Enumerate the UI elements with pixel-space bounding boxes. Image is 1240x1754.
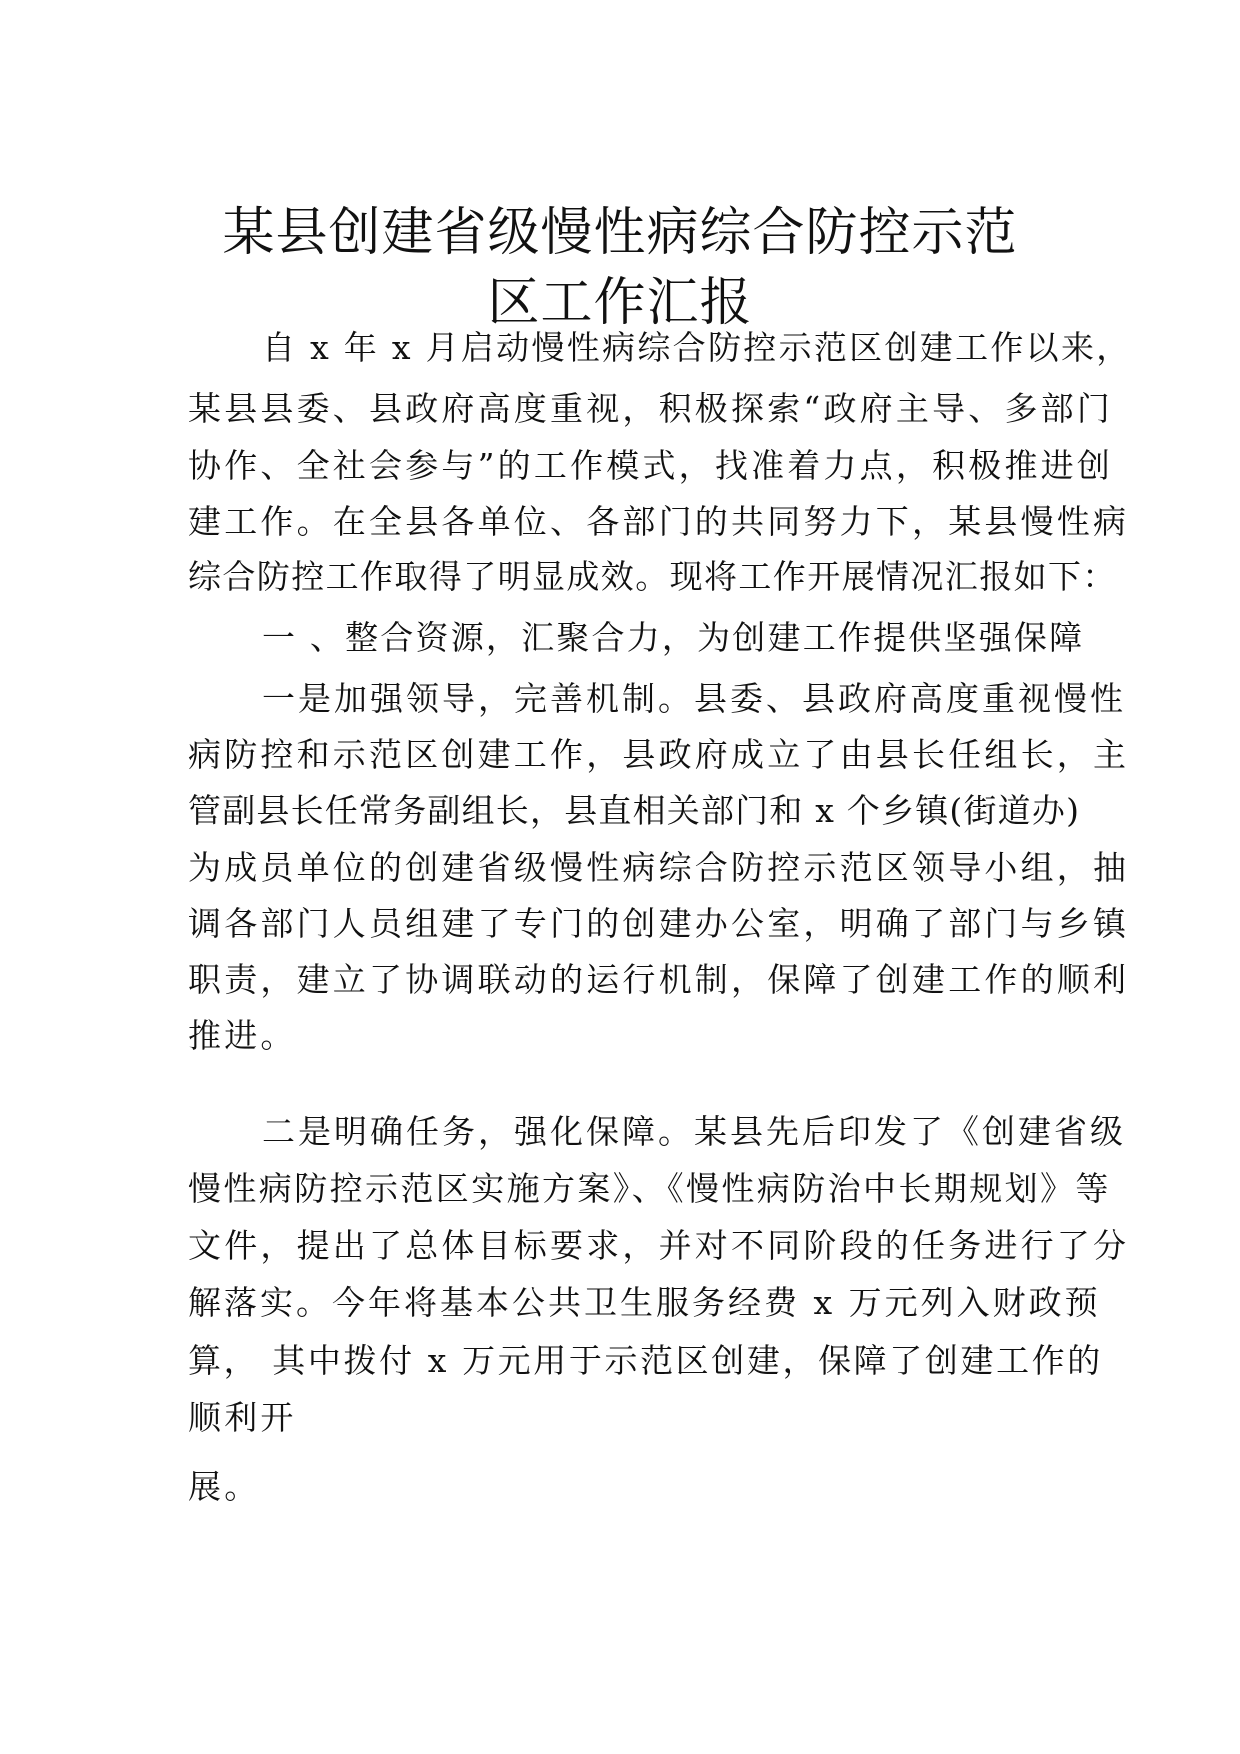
- body-line-13: 推进。: [188, 1016, 297, 1055]
- body-line-2: 某县县委、县政府高度重视，积极探索“政府主导、多部门: [188, 389, 1114, 428]
- body-line-17: 解落实。今年将基本公共卫生服务经费 x 万元列入财政预: [188, 1283, 1101, 1322]
- body-line-16: 文件，提出了总体目标要求，并对不同阶段的任务进行了分: [188, 1226, 1130, 1265]
- body-line-9: 管副县长任常务副组长，县直相关部门和 x 个乡镇(街道办): [188, 791, 1081, 830]
- body-line-11: 调各部门人员组建了专门的创建办公室，明确了部门与乡镇: [188, 904, 1130, 943]
- document-title-line-2: 区工作汇报: [487, 273, 753, 333]
- body-line-7: 一是加强领导，完善机制。县委、县政府高度重视慢性: [262, 679, 1126, 718]
- body-line-14: 二是明确任务，强化保障。某县先后印发了《创建省级: [262, 1112, 1126, 1151]
- body-line-15: 慢性病防控示范区实施方案》、《慢性病防治中长期规划》等: [188, 1169, 1111, 1208]
- body-line-5: 综合防控工作取得了明显成效。现将工作开展情况汇报如下：: [188, 557, 1117, 596]
- body-line-1: 自 x 年 x 月启动慢性病综合防控示范区创建工作以来，: [262, 328, 1132, 367]
- section-heading-1: 一 、整合资源，汇聚合力，为创建工作提供坚强保障: [262, 618, 1085, 657]
- body-line-10: 为成员单位的创建省级慢性病综合防控示范区领导小组，抽: [188, 848, 1130, 887]
- body-line-8: 病防控和示范区创建工作，县政府成立了由县长任组长，主: [188, 735, 1130, 774]
- document-title-line-1: 某县创建省级慢性病综合防控示范: [222, 203, 1018, 263]
- body-line-18: 算， 其中拨付 x 万元用于示范区创建，保障了创建工作的: [188, 1341, 1103, 1380]
- body-line-12: 职责，建立了协调联动的运行机制，保障了创建工作的顺利: [188, 960, 1130, 999]
- body-line-4: 建工作。在全县各单位、各部门的共同努力下，某县慢性病: [188, 502, 1130, 541]
- body-line-20: 展。: [188, 1467, 261, 1506]
- body-line-19: 顺利开: [188, 1398, 297, 1437]
- body-line-3: 协作、全社会参与”的工作模式，找准着力点，积极推进创: [188, 446, 1114, 485]
